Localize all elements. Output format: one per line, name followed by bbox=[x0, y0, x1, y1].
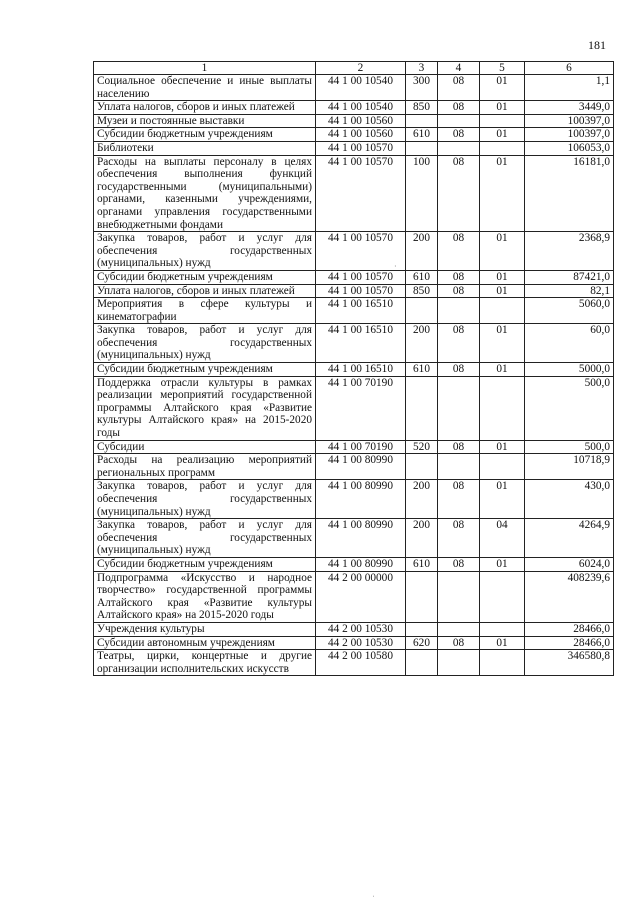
row-amount: 16181,0 bbox=[525, 155, 614, 232]
row-name: Уплата налогов, сборов и иных платежей bbox=[94, 284, 316, 298]
row-subsection: 01 bbox=[480, 440, 525, 454]
row-code: 44 2 00 10580 bbox=[316, 650, 406, 676]
row-amount: 87421,0 bbox=[525, 270, 614, 284]
row-name: Субсидии автономным учреждениям bbox=[94, 636, 316, 650]
table-row bbox=[94, 440, 614, 454]
row-code: 44 1 00 10570 bbox=[316, 284, 406, 298]
row-expense-type: 520 bbox=[406, 440, 438, 454]
row-subsection: 01 bbox=[480, 128, 525, 142]
row-name: Социальное обеспечение и иные выплаты населению bbox=[94, 75, 316, 101]
row-expense-type: 200 bbox=[406, 232, 438, 271]
row-name: Закупка товаров, работ и услуг для обеспечения государственных (муниципальных) нужд bbox=[94, 480, 316, 519]
column-header: 5 bbox=[480, 62, 525, 75]
row-section: 08 bbox=[438, 636, 480, 650]
row-section: 08 bbox=[438, 480, 480, 519]
row-expense-type bbox=[406, 376, 438, 440]
table-row bbox=[94, 571, 614, 622]
row-section: 08 bbox=[438, 270, 480, 284]
row-code: 44 1 00 70190 bbox=[316, 440, 406, 454]
row-amount: 4264,9 bbox=[525, 519, 614, 558]
row-subsection: 01 bbox=[480, 75, 525, 101]
row-subsection bbox=[480, 376, 525, 440]
row-subsection: 01 bbox=[480, 363, 525, 377]
row-subsection: 01 bbox=[480, 284, 525, 298]
row-code: 44 1 00 16510 bbox=[316, 363, 406, 377]
row-section: 08 bbox=[438, 557, 480, 571]
row-subsection: 04 bbox=[480, 519, 525, 558]
column-header: 1 bbox=[94, 62, 316, 75]
budget-table bbox=[93, 61, 614, 676]
row-name: Субсидии бюджетным учреждениям bbox=[94, 270, 316, 284]
row-amount: 82,1 bbox=[525, 284, 614, 298]
row-name: Подпрограмма «Искусство и народное творчество» государственной программы Алтайского края «Развитие культуры Алтайского края» на 2015-2020 годы bbox=[94, 571, 316, 622]
row-name: Поддержка отрасли культуры в рамках реализации мероприятий государственной программы Алтайского края «Развитие культуры Алтайского края» на 2015-2020 годы bbox=[94, 376, 316, 440]
row-amount: 6024,0 bbox=[525, 557, 614, 571]
row-subsection: 01 bbox=[480, 270, 525, 284]
table-row bbox=[94, 232, 614, 271]
row-code: 44 1 00 16510 bbox=[316, 298, 406, 324]
row-subsection bbox=[480, 141, 525, 155]
row-name: Библиотеки bbox=[94, 141, 316, 155]
row-code: 44 1 00 80990 bbox=[316, 454, 406, 480]
row-expense-type: 200 bbox=[406, 480, 438, 519]
row-subsection bbox=[480, 650, 525, 676]
row-subsection: 01 bbox=[480, 101, 525, 115]
row-section: 08 bbox=[438, 232, 480, 271]
scan-dot: · bbox=[394, 262, 397, 271]
row-name: Театры, цирки, концертные и другие организации исполнительских искусств bbox=[94, 650, 316, 676]
row-expense-type: 200 bbox=[406, 519, 438, 558]
row-amount: 500,0 bbox=[525, 440, 614, 454]
table-row bbox=[94, 480, 614, 519]
table-row bbox=[94, 650, 614, 676]
row-subsection: 01 bbox=[480, 155, 525, 232]
row-amount: 500,0 bbox=[525, 376, 614, 440]
row-amount: 10718,9 bbox=[525, 454, 614, 480]
row-name: Субсидии бюджетным учреждениям bbox=[94, 128, 316, 142]
column-header: 2 bbox=[316, 62, 406, 75]
row-code: 44 1 00 70190 bbox=[316, 376, 406, 440]
row-name: Закупка товаров, работ и услуг для обеспечения государственных (муниципальных) нужд bbox=[94, 519, 316, 558]
row-section bbox=[438, 141, 480, 155]
row-section bbox=[438, 622, 480, 636]
row-section: 08 bbox=[438, 519, 480, 558]
row-code: 44 2 00 10530 bbox=[316, 636, 406, 650]
table-row bbox=[94, 155, 614, 232]
row-expense-type bbox=[406, 622, 438, 636]
table-row bbox=[94, 519, 614, 558]
row-expense-type bbox=[406, 298, 438, 324]
row-code: 44 1 00 10560 bbox=[316, 114, 406, 128]
row-amount: 5060,0 bbox=[525, 298, 614, 324]
table-row bbox=[94, 622, 614, 636]
row-expense-type: 620 bbox=[406, 636, 438, 650]
row-subsection: 01 bbox=[480, 480, 525, 519]
table-row bbox=[94, 298, 614, 324]
row-section bbox=[438, 454, 480, 480]
row-name: Учреждения культуры bbox=[94, 622, 316, 636]
row-subsection: 01 bbox=[480, 324, 525, 363]
row-section bbox=[438, 650, 480, 676]
table-row bbox=[94, 101, 614, 115]
row-expense-type: 100 bbox=[406, 155, 438, 232]
row-section: 08 bbox=[438, 101, 480, 115]
row-amount: 106053,0 bbox=[525, 141, 614, 155]
table-row bbox=[94, 557, 614, 571]
row-code: 44 1 00 10570 bbox=[316, 232, 406, 271]
row-code: 44 2 00 10530 bbox=[316, 622, 406, 636]
row-amount: 28466,0 bbox=[525, 636, 614, 650]
row-expense-type: 610 bbox=[406, 557, 438, 571]
row-amount: 2368,9 bbox=[525, 232, 614, 271]
row-amount: 5000,0 bbox=[525, 363, 614, 377]
row-subsection bbox=[480, 298, 525, 324]
row-amount: 346580,8 bbox=[525, 650, 614, 676]
row-code: 44 1 00 16510 bbox=[316, 324, 406, 363]
row-expense-type: 610 bbox=[406, 270, 438, 284]
row-subsection bbox=[480, 454, 525, 480]
row-expense-type: 300 bbox=[406, 75, 438, 101]
row-section: 08 bbox=[438, 128, 480, 142]
table-row bbox=[94, 270, 614, 284]
row-amount: 100397,0 bbox=[525, 128, 614, 142]
row-amount: 408239,6 bbox=[525, 571, 614, 622]
row-amount: 60,0 bbox=[525, 324, 614, 363]
row-name: Расходы на реализацию мероприятий региональных программ bbox=[94, 454, 316, 480]
table-row bbox=[94, 636, 614, 650]
row-section: 08 bbox=[438, 284, 480, 298]
row-expense-type: 850 bbox=[406, 101, 438, 115]
table-body bbox=[94, 75, 614, 676]
row-amount: 28466,0 bbox=[525, 622, 614, 636]
table-row bbox=[94, 454, 614, 480]
row-subsection: 01 bbox=[480, 557, 525, 571]
row-section bbox=[438, 571, 480, 622]
row-expense-type bbox=[406, 571, 438, 622]
row-name: Закупка товаров, работ и услуг для обеспечения государственных (муниципальных) нужд bbox=[94, 324, 316, 363]
table-row bbox=[94, 114, 614, 128]
row-code: 44 1 00 10570 bbox=[316, 270, 406, 284]
row-subsection bbox=[480, 622, 525, 636]
column-header: 6 bbox=[525, 62, 614, 75]
row-code: 44 2 00 00000 bbox=[316, 571, 406, 622]
table-row bbox=[94, 376, 614, 440]
row-subsection bbox=[480, 571, 525, 622]
row-name: Музеи и постоянные выставки bbox=[94, 114, 316, 128]
row-expense-type bbox=[406, 454, 438, 480]
row-code: 44 1 00 80990 bbox=[316, 480, 406, 519]
row-amount: 1,1 bbox=[525, 75, 614, 101]
table-row bbox=[94, 363, 614, 377]
scan-mark: ˌ bbox=[372, 888, 375, 897]
column-header: 4 bbox=[438, 62, 480, 75]
row-section: 08 bbox=[438, 440, 480, 454]
row-section bbox=[438, 376, 480, 440]
row-section: 08 bbox=[438, 155, 480, 232]
row-section: 08 bbox=[438, 75, 480, 101]
row-code: 44 1 00 10540 bbox=[316, 101, 406, 115]
row-expense-type bbox=[406, 114, 438, 128]
row-code: 44 1 00 10570 bbox=[316, 141, 406, 155]
row-expense-type: 610 bbox=[406, 128, 438, 142]
row-amount: 430,0 bbox=[525, 480, 614, 519]
row-name: Субсидии бюджетным учреждениям bbox=[94, 557, 316, 571]
row-code: 44 1 00 80990 bbox=[316, 557, 406, 571]
row-amount: 3449,0 bbox=[525, 101, 614, 115]
row-subsection: 01 bbox=[480, 232, 525, 271]
column-header: 3 bbox=[406, 62, 438, 75]
row-expense-type: 610 bbox=[406, 363, 438, 377]
row-name: Закупка товаров, работ и услуг для обеспечения государственных (муниципальных) нужд bbox=[94, 232, 316, 271]
row-section bbox=[438, 114, 480, 128]
row-expense-type bbox=[406, 141, 438, 155]
row-code: 44 1 00 10560 bbox=[316, 128, 406, 142]
row-code: 44 1 00 10540 bbox=[316, 75, 406, 101]
row-name: Мероприятия в сфере культуры и кинематографии bbox=[94, 298, 316, 324]
row-section: 08 bbox=[438, 324, 480, 363]
row-code: 44 1 00 80990 bbox=[316, 519, 406, 558]
row-name: Уплата налогов, сборов и иных платежей bbox=[94, 101, 316, 115]
table-row bbox=[94, 141, 614, 155]
row-section: 08 bbox=[438, 363, 480, 377]
table-row bbox=[94, 284, 614, 298]
row-section bbox=[438, 298, 480, 324]
table-row bbox=[94, 324, 614, 363]
row-code: 44 1 00 10570 bbox=[316, 155, 406, 232]
table-row bbox=[94, 75, 614, 101]
row-subsection bbox=[480, 114, 525, 128]
row-expense-type: 200 bbox=[406, 324, 438, 363]
page-number: 181 bbox=[588, 38, 606, 52]
row-expense-type: 850 bbox=[406, 284, 438, 298]
row-name: Расходы на выплаты персоналу в целях обеспечения выполнения функций государственными (муниципальными) органами, казенными учреждениями, органами управления государственными внебюджетными фондами bbox=[94, 155, 316, 232]
row-expense-type bbox=[406, 650, 438, 676]
row-name: Субсидии bbox=[94, 440, 316, 454]
row-amount: 100397,0 bbox=[525, 114, 614, 128]
row-subsection: 01 bbox=[480, 636, 525, 650]
row-name: Субсидии бюджетным учреждениям bbox=[94, 363, 316, 377]
table-header bbox=[94, 62, 614, 75]
table-row bbox=[94, 128, 614, 142]
